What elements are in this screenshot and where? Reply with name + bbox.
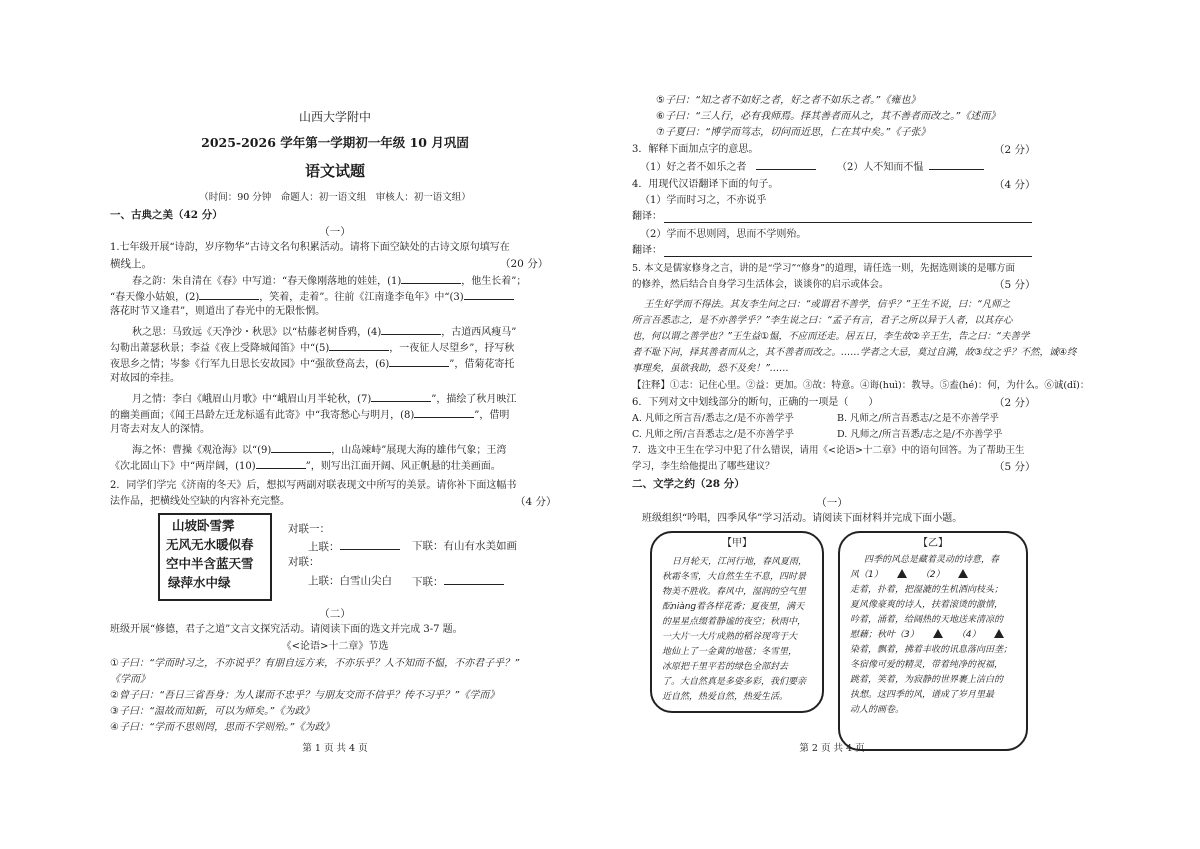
story-line: 者不耻下问，择其善者而从之，其不善者而改之。……学者之大忌，莫过自满，故③纹之乎？不然，诚④终 xyxy=(632,347,1077,358)
activity-intro: 班级组织“吟唱，四季风华”学习活动。请阅读下面材料并完成下面小题。 xyxy=(642,513,963,524)
couplet-2-lower-blank[interactable] xyxy=(444,574,504,585)
material-yi-line: 风（1） （2） xyxy=(850,568,982,583)
option-d[interactable]: D. 凡师之/所言吾悉/志之是/不亦善学乎 xyxy=(837,429,1003,440)
answer-blank-4[interactable] xyxy=(381,324,441,335)
material-jia-box xyxy=(650,531,824,713)
question-3-item-2: （2）人不知而不愠 xyxy=(837,159,984,175)
question-1-score: （20 分） xyxy=(500,258,549,270)
material-jia-line: 近自然，热爱自然，热爱生活。 xyxy=(662,692,789,702)
material-yi-line: 慰藉；秋叶（3） （4） xyxy=(850,628,1018,643)
exam-page-1 xyxy=(110,60,560,760)
analects-line: ⑦子夏曰：“博学而笃志，切问而近思，仁在其中矣。”《子张》 xyxy=(656,127,931,138)
material-yi-line: 动人的画卷。 xyxy=(850,705,905,715)
question-6-prompt: 6．下列对文中划线部分的断句，正确的一项是（ ） xyxy=(632,397,879,408)
material-yi-line: 吟着，涌着，给阔热的天地送来清凉的 xyxy=(850,615,1004,625)
couplet-1-label: 对联一： xyxy=(288,523,330,535)
answer-blank-1[interactable] xyxy=(401,273,461,284)
spring-line-3: 落花时节又逢君”，则道出了春光中的无限怅惘。 xyxy=(110,306,326,317)
moon-line-2: 的幽美画面；《闻王昌龄左迁龙标遥有此寄》中“我寄愁心与明月，(8) ”，借明 xyxy=(110,407,509,423)
analects-line: 《学而》 xyxy=(110,674,150,685)
calligraphy-line: 无风无水暖似春 xyxy=(166,537,254,552)
question-7-prompt: 7．选文中王生在学习中犯了什么错误，请用《<论语>十二章》中的语句回答。为了帮助王生 xyxy=(632,445,1025,456)
material-jia-line: 物美不胜收。春风中，湿润的空气里 xyxy=(662,587,807,597)
material-jia-line: 了。大自然真是多姿多彩，我们要亲 xyxy=(662,677,807,687)
analects-line: ⑥子曰：“三人行，必有我师焉。择其善者而从之，其不善者而改之。”《述而》 xyxy=(656,111,1001,122)
question-2-score: （4 分） xyxy=(515,496,557,508)
couplet-1-upper-blank[interactable] xyxy=(340,539,400,550)
answer-blank-10[interactable] xyxy=(256,458,306,469)
answer-blank-3[interactable] xyxy=(464,289,514,300)
school-name: 山西大学附中 xyxy=(298,110,371,124)
subject-title: 语文试题 xyxy=(304,162,365,180)
blank-triangle-icon xyxy=(958,569,968,578)
answer-blank-9[interactable] xyxy=(271,442,331,453)
couplet-2-label: 对联： xyxy=(288,556,320,568)
material-jia-line: 冰原把千里平若的绿色全部封去 xyxy=(662,662,789,672)
couplet-1-lower: 下联：有山有水美如画 xyxy=(412,540,517,552)
analects-line: ②曾子曰：“吾日三省吾身：为人谋而不忠乎？与朋友交而不信乎？传不习乎？”《学而》 xyxy=(110,690,500,701)
exam-meta: （时间：90 分钟 命题人：初一语文组 审核人：初一语文组） xyxy=(199,192,471,203)
answer-blank-5[interactable] xyxy=(329,340,389,351)
sea-line-2: 《次北固山下》中“两岸阔，(10) ”，则写出江面开阔、风正帆悬的壮美画面。 xyxy=(110,458,501,474)
material-yi-line: 染着，飘着，拂着丰收的讯息落向田垄； xyxy=(850,645,1013,655)
question-5-prompt-cont: 的修养，然后结合自身学习生活体会，谈谈你的启示或体会。 xyxy=(632,279,889,290)
option-b[interactable]: B. 凡师之/所言吾悉志/之是不亦善学乎 xyxy=(837,413,999,424)
question-5-prompt: 5. 本文是儒家修身之言，讲的是“学习”“修身”的道理，请任选一则，先据选则谈的是哪方面 xyxy=(632,263,1016,274)
couplet-2-lower: 下联： xyxy=(412,574,504,589)
calligraphy-line: 山坡卧雪霁 xyxy=(172,518,235,533)
answer-blank-8[interactable] xyxy=(414,407,474,418)
autumn-line-4: 对故园的牵挂。 xyxy=(110,373,180,384)
question-3-score: （2 分） xyxy=(994,144,1036,156)
q3-blank-2[interactable] xyxy=(929,159,984,170)
section-heading: 二、文学之约（28 分） xyxy=(632,478,745,490)
material-jia-line: 地仙上了一金黄的地毯；冬雪里， xyxy=(662,647,798,657)
page-footer: 第 2 页 共 4 页 xyxy=(799,743,865,754)
option-a[interactable]: A. 凡师之所言吾/悉志之/是不亦善学乎 xyxy=(632,413,794,424)
blank-triangle-icon xyxy=(994,629,1004,638)
couplet-1-upper: 上联： xyxy=(308,539,400,554)
answer-blank-7[interactable] xyxy=(371,391,431,402)
exam-page-2 xyxy=(632,60,1090,760)
material-jia-line: 日月轮天，江河行地，春风夏雨， xyxy=(672,557,808,567)
analects-line: ④子曰：“学而不思则罔，思而不学则殆。”《为政》 xyxy=(110,722,335,733)
spring-line-2: “春天像小姑娘，(2) ，笑着，走着”。往前《江南逢李龟年》中“(3) xyxy=(110,289,514,305)
answer-blank-6[interactable] xyxy=(389,356,449,367)
calligraphy-line: 空中半含蓝天雪 xyxy=(166,556,254,571)
blank-triangle-icon xyxy=(897,569,907,578)
answer-line[interactable] xyxy=(664,256,1032,257)
material-jia-line: 一大片一大片成熟的稻谷现弯于大 xyxy=(662,632,798,642)
annotation-note: 【注释】①志：记住心里。②益：更加。③故：特意。④诲(huì)：教导。⑤盍(hé)：何，为什么。⑥诚(dǐ)： xyxy=(632,380,1090,391)
subsection-marker: （一） xyxy=(816,497,848,509)
moon-line-3: 月寄去对友人的深情。 xyxy=(110,424,210,435)
answer-blank-2[interactable] xyxy=(199,289,259,300)
passage-intro: 班级开展“修德，君子之道”文言文探究活动。请阅读下面的选文并完成 3-7 题。 xyxy=(110,624,463,635)
question-4-prompt: 4．用现代汉语翻译下面的句子。 xyxy=(632,179,779,190)
question-6-score: （2 分） xyxy=(994,397,1036,409)
analects-line: ⑤子曰：“知之者不如好之者，好之者不如乐之者。”《雍也》 xyxy=(656,95,921,106)
material-jia-line: 的星星点缀着静谧的夜空；秋雨中， xyxy=(662,617,807,627)
q3-blank-1[interactable] xyxy=(756,159,816,170)
autumn-line-2: 勾勒出萧瑟秋景；李益《夜上受降城闻笛》中“(5) ，一夜征人尽望乡”，抒写秋 xyxy=(110,340,514,356)
material-yi-line: 夏风像豪爽的诗人，扶着滚烫的激情， xyxy=(850,600,1004,610)
question-4-item-2: （2）学而不思则罔，思而不学则殆。 xyxy=(640,229,807,240)
autumn-line: 秋之思：马致远《天净沙・秋思》以“枯藤老树昏鸦，(4) ，古道西风瘦马” xyxy=(132,324,516,340)
calligraphy-box xyxy=(158,513,272,601)
section-heading: 一、古典之美（42 分） xyxy=(110,209,223,221)
translation-label: 翻译： xyxy=(632,211,662,222)
answer-line[interactable] xyxy=(664,222,1032,223)
material-yi-line: 跳着，笑着，为寂静的世界裹上洁白的 xyxy=(850,675,1004,685)
story-line: 也，何以谓之善学也？”王生益①愠，不应而还走。居五日，李生故②辛王生，告之曰：“夫善学 xyxy=(632,331,1030,342)
material-jia-line: 秋霜冬雪，大自然生生不息，四时景 xyxy=(662,572,807,582)
material-jia-title: 【甲】 xyxy=(722,538,752,549)
calligraphy-line: 绿萍水中绿 xyxy=(168,575,231,590)
autumn-line-3: 夜思乡之情；岑参《行军九日思长安故园》中“强欲登高去，(6) ”，借菊花寄托 xyxy=(110,356,514,372)
question-4-score: （4 分） xyxy=(994,179,1036,191)
exam-title: 2025-2026 学年第一学期初一年级 10 月巩固 xyxy=(201,135,469,150)
material-yi-line: 走着，扑着，把湿漉的生机洒向枝头； xyxy=(850,585,1004,595)
question-2-prompt: 2．同学们学完《济南的冬天》后，想拟写两副对联表现文中所写的美景。请你补下面这幅书 xyxy=(110,480,517,491)
page-footer: 第 1 页 共 4 页 xyxy=(302,743,368,754)
analects-line: ③子曰：“温故而知新，可以为师矣。”《为政》 xyxy=(110,706,315,717)
question-3-prompt: 3．解释下面加点字的意思。 xyxy=(632,144,759,155)
analects-line: ①子曰：“学而时习之，不亦说乎？有朋自远方来，不亦乐乎？人不知而不愠，不亦君子乎？” xyxy=(110,658,520,669)
material-yi-box xyxy=(838,531,1028,751)
material-yi-line: 四季的风总是藏着灵动的诗意，春 xyxy=(864,555,1000,565)
material-yi-line: 执想。这四季的风，谱成了岁月里最 xyxy=(850,690,995,700)
option-c[interactable]: C. 凡师之所/言吾悉志之/是不亦善学乎 xyxy=(632,429,794,440)
question-7-score: （5 分） xyxy=(994,461,1036,473)
material-yi-title: 【乙】 xyxy=(918,538,948,549)
analects-title: 《<论语>十二章》节选 xyxy=(281,641,389,652)
material-yi-line: 冬宿像可爱的精灵，带着纯净的祝福， xyxy=(850,660,1004,670)
question-2-prompt-cont: 法作品，把横线处空缺的内容补充完整。 xyxy=(110,496,290,507)
subsection-marker: （二） xyxy=(319,608,351,620)
question-4-item-1: （1）学而时习之，不亦说乎 xyxy=(640,195,767,206)
question-1-prompt-cont: 横线上。 xyxy=(110,258,152,270)
translation-label: 翻译： xyxy=(632,245,662,256)
story-line: 事理矣，虽欲我助，恐不及矣！”…… xyxy=(632,363,789,374)
moon-line: 月之情：李白《峨眉山月歌》中“峨眉山月半轮秋，(7) ”，描绘了秋月映江 xyxy=(132,391,516,407)
couplet-2-upper: 上联：白雪山尖白 xyxy=(308,575,392,587)
subsection-marker: （一） xyxy=(319,226,351,238)
material-jia-line: 酝niàng着各样花香；夏夜里，满天 xyxy=(662,602,805,612)
question-3-item-1: （1）好之者不如乐之者 xyxy=(640,159,816,175)
question-5-score: （5 分） xyxy=(994,279,1036,291)
story-line: 王生好学而不得法。其友李生问之曰：“或谓君不善学，信乎？”王生不说，曰：“凡师之 xyxy=(644,299,1011,310)
sea-line: 海之怀：曹操《观沧海》以“(9) ，山岛竦峙”展现大海的雄伟气象；王湾 xyxy=(132,442,506,458)
story-line: 所言吾悉志之，是不亦善学乎？”李生说之曰：“孟子有言，君子之所以异于人者，以其存心 xyxy=(632,315,1013,326)
question-1-prompt: 1.七年级开展“诗韵，岁序物华”古诗文名句积累活动。请将下面空缺处的古诗文原句填写在 xyxy=(110,242,510,253)
spring-line: 春之韵：朱自清在《春》中写道：“春天像刚落地的娃娃，(1) ，他生长着”； xyxy=(132,273,526,289)
question-7-prompt-cont: 学习，李生给他提出了哪些建议？ xyxy=(632,461,775,472)
blank-triangle-icon xyxy=(933,629,943,638)
